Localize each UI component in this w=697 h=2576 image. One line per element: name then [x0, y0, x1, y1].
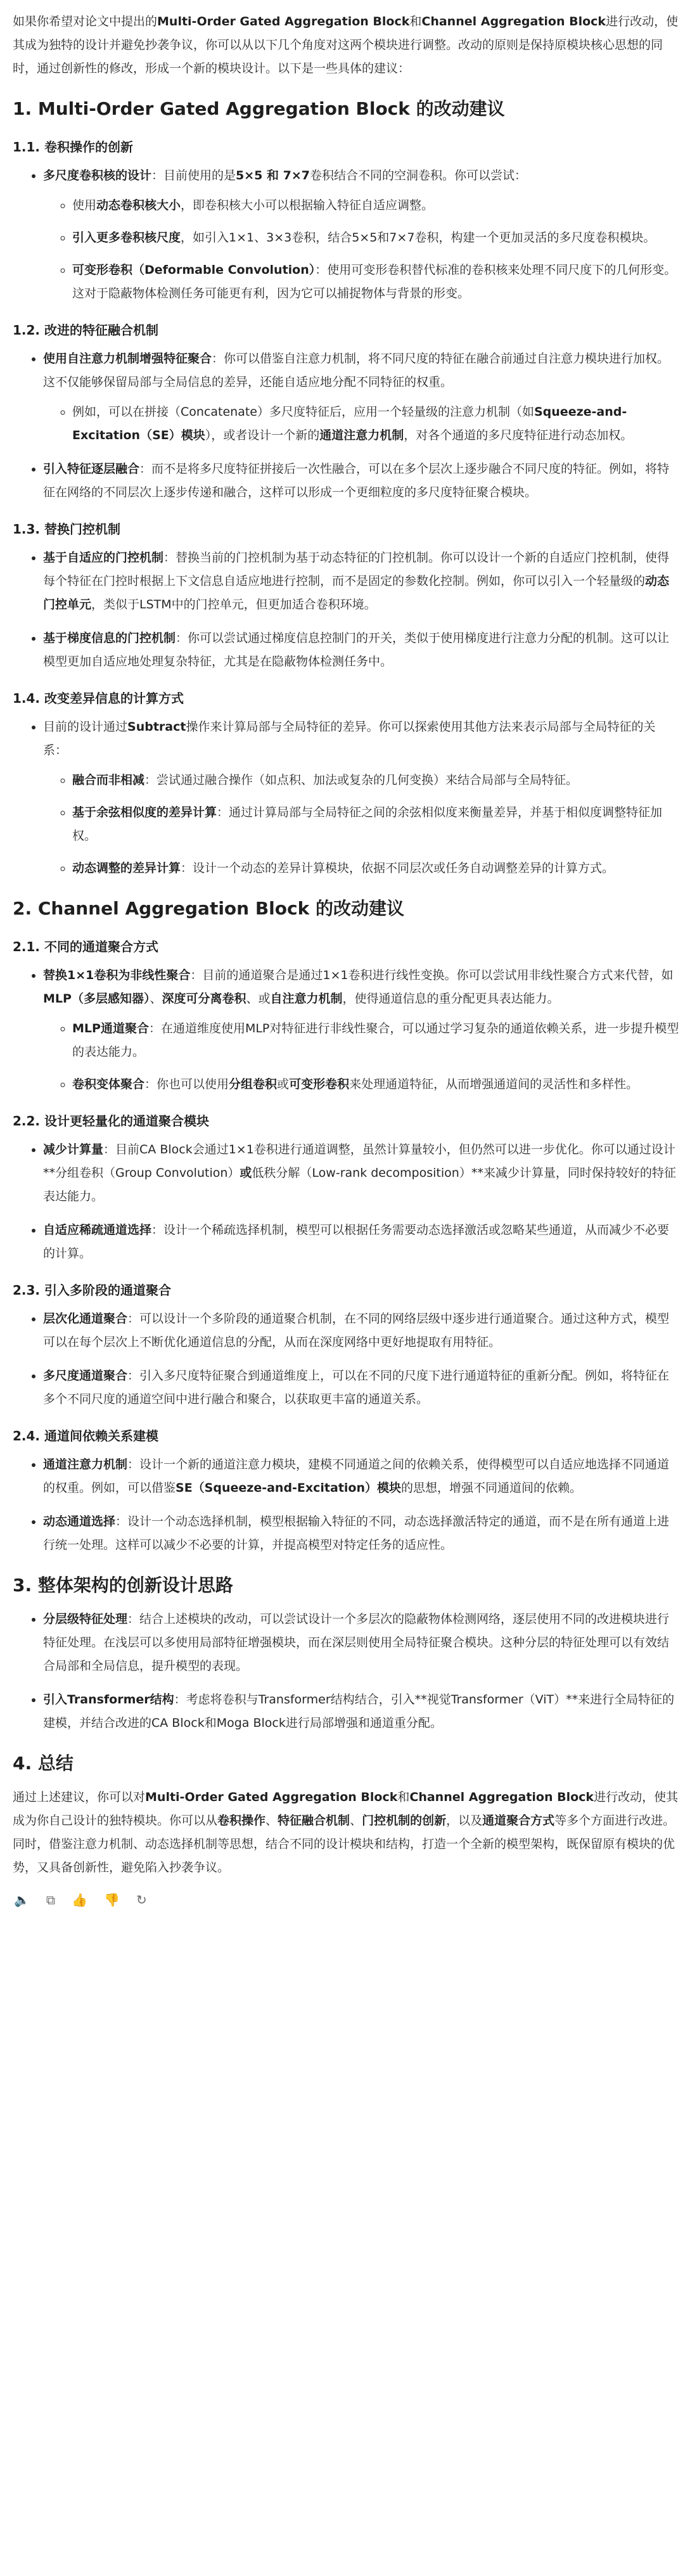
text-run: ，以及: [446, 1814, 483, 1828]
text-run: 如果你希望对论文中提出的: [13, 15, 158, 29]
nested-list-item: [72, 1017, 679, 1064]
bold-text: SE（Squeeze-and-Excitation）模块: [176, 1481, 402, 1495]
text-run: ：尝试通过融合操作（如点积、加法或复杂的几何变换）来结合局部与全局特征。: [144, 773, 579, 787]
bold-text: 动态调整的差异计算: [72, 861, 181, 875]
thumbs-up-icon[interactable]: 👍: [72, 1892, 88, 1907]
list-item: [43, 715, 679, 880]
text-run: 的思想，增强不同通道间的依赖。: [401, 1481, 582, 1495]
text-run: 、: [350, 1814, 362, 1828]
text-run: 进行改动，使其成为你自己设计的独特模块。你可以从: [13, 1790, 679, 1828]
nested-bullet-list: [43, 769, 679, 880]
bullet-list: [13, 1307, 679, 1411]
text-run: 进行改动，使其成为独特的设计并避免抄袭争议，你可以从以下几个角度对这两个模块进行调整。改动的原则是保持原模块核心思想的同时，通过创新性的修改，形成一个新的模块设计。以下是一些具体的建议：: [13, 15, 679, 75]
text-run: 低秩分解（Low-rank decomposition）**来减少计算量，同时保持较好的特征表达能力。: [43, 1166, 676, 1203]
list-item: [43, 347, 679, 447]
list-item: [43, 1138, 679, 1208]
summary-paragraph: [13, 1786, 679, 1880]
bold-text: 融合而非相减: [72, 773, 145, 787]
list-item: [43, 546, 679, 617]
text-run: 卷积结合不同的空洞卷积。你可以尝试：: [309, 169, 527, 183]
list-item: [43, 1219, 679, 1266]
bold-text: Squeeze-and-Excitation（SE）模块: [72, 405, 627, 442]
bold-text: 多尺度卷积核的设计: [43, 169, 152, 183]
bold-text: 动态通道选择: [43, 1515, 116, 1528]
bold-text: 门控机制的创新: [362, 1814, 447, 1828]
subsection-heading: 2.4. 通道间依赖关系建模: [13, 1428, 158, 1444]
subsection-heading: 2.2. 设计更轻量化的通道聚合模块: [13, 1113, 209, 1129]
list-item: [43, 1453, 679, 1500]
bold-text: 引入更多卷积核尺度: [72, 231, 181, 245]
regenerate-icon[interactable]: ↻: [136, 1892, 147, 1907]
list-item: [43, 458, 679, 504]
text-run: ：结合上述模块的改动，可以尝试设计一个多层次的隐蔽物体检测网络，逐层使用不同的改进模块进行特征处理。在浅层可以多使用局部特征增强模块，而在深层则使用全局特征聚合模块。这种分层的特征处理可以有效结合局部和全局信息，提升模型的表现。: [43, 1612, 670, 1673]
subsection-heading: 1.4. 改变差异信息的计算方式: [13, 691, 184, 706]
list-item: [43, 1688, 679, 1735]
bold-text: 引入特征逐层融合: [43, 462, 140, 476]
section-heading: 1. Multi-Order Gated Aggregation Block 的改动建议: [13, 98, 505, 119]
text-run: ：你可以借鉴自注意力机制，将不同尺度的特征在融合前通过自注意力模块进行加权。这不仅能够保留局部与全局信息的差异，还能自适应地分配不同特征的权重。: [43, 352, 670, 389]
nested-list-item: [72, 801, 679, 848]
subsection-heading: 1.3. 替换门控机制: [13, 522, 120, 537]
text-run: ：你也可以使用: [144, 1077, 229, 1091]
bold-text: 分组卷积: [229, 1077, 278, 1091]
text-run: 例如，可以在拼接（Concatenate）多尺度特征后，应用一个轻量级的注意力机制（如: [72, 405, 534, 419]
nested-list-item: [72, 259, 679, 305]
text-run: ：目前的通道聚合是通过1×1卷积进行线性变换。你可以尝试用非线性聚合方式来代替，如: [190, 968, 674, 982]
bold-text: 基于自适应的门控机制: [43, 551, 164, 565]
subsection-heading: 1.1. 卷积操作的创新: [13, 139, 133, 155]
subsection-heading: 2.3. 引入多阶段的通道聚合: [13, 1283, 171, 1298]
speaker-icon[interactable]: 🔈: [14, 1892, 30, 1907]
bold-text: 分层级特征处理: [43, 1612, 128, 1626]
bold-text: Channel Aggregation Block: [421, 15, 606, 29]
text-run: 通过上述建议，你可以对: [13, 1790, 146, 1804]
text-run: 目前的设计通过: [43, 720, 128, 734]
text-run: ：设计一个动态选择机制，模型根据输入特征的不同，动态选择激活特定的通道，而不是在所有通道上进行统一处理。这样可以减少不必要的计算，并提高模型对特定任务的适应性。: [43, 1515, 670, 1552]
bullet-list: [13, 1138, 679, 1266]
text-run: 操作来计算局部与全局特征的差异。你可以探索使用其他方法来表示局部与全局特征的关系：: [43, 720, 656, 757]
nested-list-item: [72, 400, 679, 447]
text-run: ：考虑将卷积与Transformer结构结合，引入**视觉Transformer（ViT）**来进行全局特征的建模，并结合改进的CA Block和Moga Block进行局部增强和通道重分配。: [43, 1693, 675, 1730]
bold-text: 自适应稀疏通道选择: [43, 1223, 152, 1237]
text-run: 、: [150, 992, 162, 1006]
bold-text: Multi-Order Gated Aggregation Block: [145, 1790, 398, 1804]
bold-text: 深度可分离卷积: [162, 992, 246, 1006]
message-actions: [13, 1888, 679, 1912]
section-heading: 3. 整体架构的创新设计思路: [13, 1575, 233, 1596]
bold-text: Multi-Order Gated Aggregation Block: [157, 15, 410, 29]
text-run: ），或者设计一个新的: [205, 428, 320, 442]
nested-bullet-list: [43, 194, 679, 305]
text-run: 、: [265, 1814, 278, 1828]
bold-text: 可变形卷积: [289, 1077, 350, 1091]
nested-list-item: [72, 857, 679, 880]
bold-text: 可变形卷积（Deformable Convolution）: [72, 263, 316, 277]
bullet-list: [13, 347, 679, 504]
list-item: [43, 627, 679, 674]
thumbs-down-icon[interactable]: 👎: [104, 1892, 120, 1907]
bold-text: 使用自注意力机制增强特征聚合: [43, 352, 212, 366]
text-run: ：设计一个新的通道注意力模块，建模不同通道之间的依赖关系，使得模型可以自适应地选择不同通道的权重。例如，可以借鉴: [43, 1458, 670, 1495]
text-run: 和: [397, 1790, 410, 1804]
nested-bullet-list: [43, 400, 679, 447]
bold-text: MLP（多层感知器）: [43, 992, 150, 1006]
text-run: ，使得通道信息的重分配更具表达能力。: [342, 992, 560, 1006]
bold-text: 或: [240, 1166, 252, 1180]
bullet-list: [13, 164, 679, 305]
text-run: ：目前CA Block会通过1×1卷积进行通道调整，虽然计算量较小，但仍然可以进一步优化。你可以通过设计**分组卷积（Group Convolution）: [43, 1143, 675, 1180]
bullet-list: [13, 1608, 679, 1735]
bullet-list: [13, 1453, 679, 1557]
bold-text: 特征融合机制: [278, 1814, 350, 1828]
list-item: [43, 164, 679, 305]
text-run: 来处理通道特征，从而增强通道间的灵活性和多样性。: [349, 1077, 639, 1091]
bold-text: 动态门控单元: [43, 574, 670, 612]
text-run: ，对各个通道的多尺度特征进行动态加权。: [404, 428, 633, 442]
nested-list-item: [72, 226, 679, 250]
list-item: [43, 964, 679, 1096]
text-run: ，类似于LSTM中的门控单元，但更加适合卷积环境。: [91, 598, 376, 612]
bold-text: MLP通道聚合: [72, 1022, 149, 1035]
intro-paragraph: [13, 10, 679, 80]
text-run: ：而不是将多尺度特征拼接后一次性融合，可以在多个层次上逐步融合不同尺度的特征。例如，将特征在网络的不同层次上逐步传递和融合，这样可以形成一个更细粒度的多尺度特征聚合模块。: [43, 462, 670, 499]
text-run: ：使用可变形卷积替代标准的卷积核来处理不同尺度下的几何形变。这对于隐蔽物体检测任务可能更有利，因为它可以捕捉物体与背景的形变。: [72, 263, 677, 300]
text-run: ，即卷积核大小可以根据输入特征自适应调整。: [181, 198, 434, 212]
bold-text: 卷积操作: [217, 1814, 266, 1828]
bold-text: 层次化通道聚合: [43, 1312, 128, 1326]
text-run: ，如引入1×1、3×3卷积，结合5×5和7×7卷积，构建一个更加灵活的多尺度卷积模块。: [181, 231, 656, 245]
text-run: ：目前使用的是: [151, 169, 236, 183]
bold-text: 5×5 和 7×7: [236, 169, 310, 183]
bold-text: 基于梯度信息的门控机制: [43, 631, 176, 645]
text-run: 使用: [72, 198, 97, 212]
bullet-list: [13, 546, 679, 674]
sections: [13, 96, 679, 1777]
bold-text: 替换1×1卷积为非线性聚合: [43, 968, 191, 982]
bold-text: 通道注意力机制: [319, 428, 404, 442]
bold-text: 多尺度通道聚合: [43, 1369, 128, 1383]
bold-text: 卷积变体聚合: [72, 1077, 145, 1091]
text-run: ：通过计算局部与全局特征之间的余弦相似度来衡量差异，并基于相似度调整特征加权。: [72, 805, 663, 843]
bold-text: 自注意力机制: [270, 992, 343, 1006]
text-run: ：替换当前的门控机制为基于动态特征的门控机制。你可以设计一个新的自适应门控机制，使得每个特征在门控时根据上下文信息自适应地进行控制，而不是固定的参数化控制。例如，你可以引入一个轻量级的: [43, 551, 670, 588]
text-run: ：设计一个稀疏选择机制，模型可以根据任务需要动态选择激活或忽略某些通道，从而减少不必要的计算。: [43, 1223, 670, 1260]
text-run: ：引入多尺度特征聚合到通道维度上，可以在不同的尺度下进行通道特征的重新分配。例如，将特征在多个不同尺度的通道空间中进行融合和聚合，以获取更丰富的通道关系。: [43, 1369, 670, 1406]
list-item: [43, 1307, 679, 1354]
bold-text: 引入Transformer结构: [43, 1693, 174, 1707]
bold-text: 基于余弦相似度的差异计算: [72, 805, 217, 819]
list-item: [43, 1364, 679, 1411]
text-run: ：设计一个动态的差异计算模块，依据不同层次或任务自动调整差异的计算方式。: [181, 861, 615, 875]
text-run: ：可以设计一个多阶段的通道聚合机制，在不同的网络层级中逐步进行通道聚合。通过这种方式，模型可以在每个层次上不断优化通道信息的分配，从而在深度网络中更好地提取有用特征。: [43, 1312, 670, 1349]
bold-text: Subtract: [127, 720, 186, 734]
bold-text: Channel Aggregation Block: [409, 1790, 594, 1804]
bullet-list: [13, 964, 679, 1096]
text-run: ：在通道维度使用MLP对特征进行非线性聚合，可以通过学习复杂的通道依赖关系，进一步提升模型的表达能力。: [72, 1022, 679, 1059]
nested-bullet-list: [43, 1017, 679, 1096]
nested-list-item: [72, 194, 679, 217]
bullet-list: [13, 715, 679, 880]
text-run: 和: [409, 15, 422, 29]
bold-text: 通道注意力机制: [43, 1458, 128, 1471]
text-run: ：你可以尝试通过梯度信息控制门的开关，类似于使用梯度进行注意力分配的机制。这可以让模型更加自适应地处理复杂特征，尤其是在隐蔽物体检测任务中。: [43, 631, 670, 669]
list-item: [43, 1510, 679, 1557]
section-heading: 2. Channel Aggregation Block 的改动建议: [13, 898, 404, 919]
nested-list-item: [72, 1073, 679, 1096]
bold-text: 减少计算量: [43, 1143, 104, 1157]
subsection-heading: 1.2. 改进的特征融合机制: [13, 323, 158, 338]
bold-text: 动态卷积核大小: [96, 198, 181, 212]
section-heading: 4. 总结: [13, 1753, 74, 1774]
text-run: 、或: [246, 992, 271, 1006]
copy-icon[interactable]: ⧉: [46, 1892, 56, 1907]
bold-text: 通道聚合方式: [482, 1814, 555, 1828]
nested-list-item: [72, 769, 679, 792]
subsection-heading: 2.1. 不同的通道聚合方式: [13, 939, 158, 954]
text-run: 等多个方面进行改进。同时，借鉴注意力机制、动态选择机制等思想，结合不同的设计模块和结构，打造一个全新的模型架构，既保留原有模块的优势，又具备创新性，避免陷入抄袭争议。: [13, 1814, 675, 1874]
text-run: 或: [277, 1077, 290, 1091]
list-item: [43, 1608, 679, 1678]
